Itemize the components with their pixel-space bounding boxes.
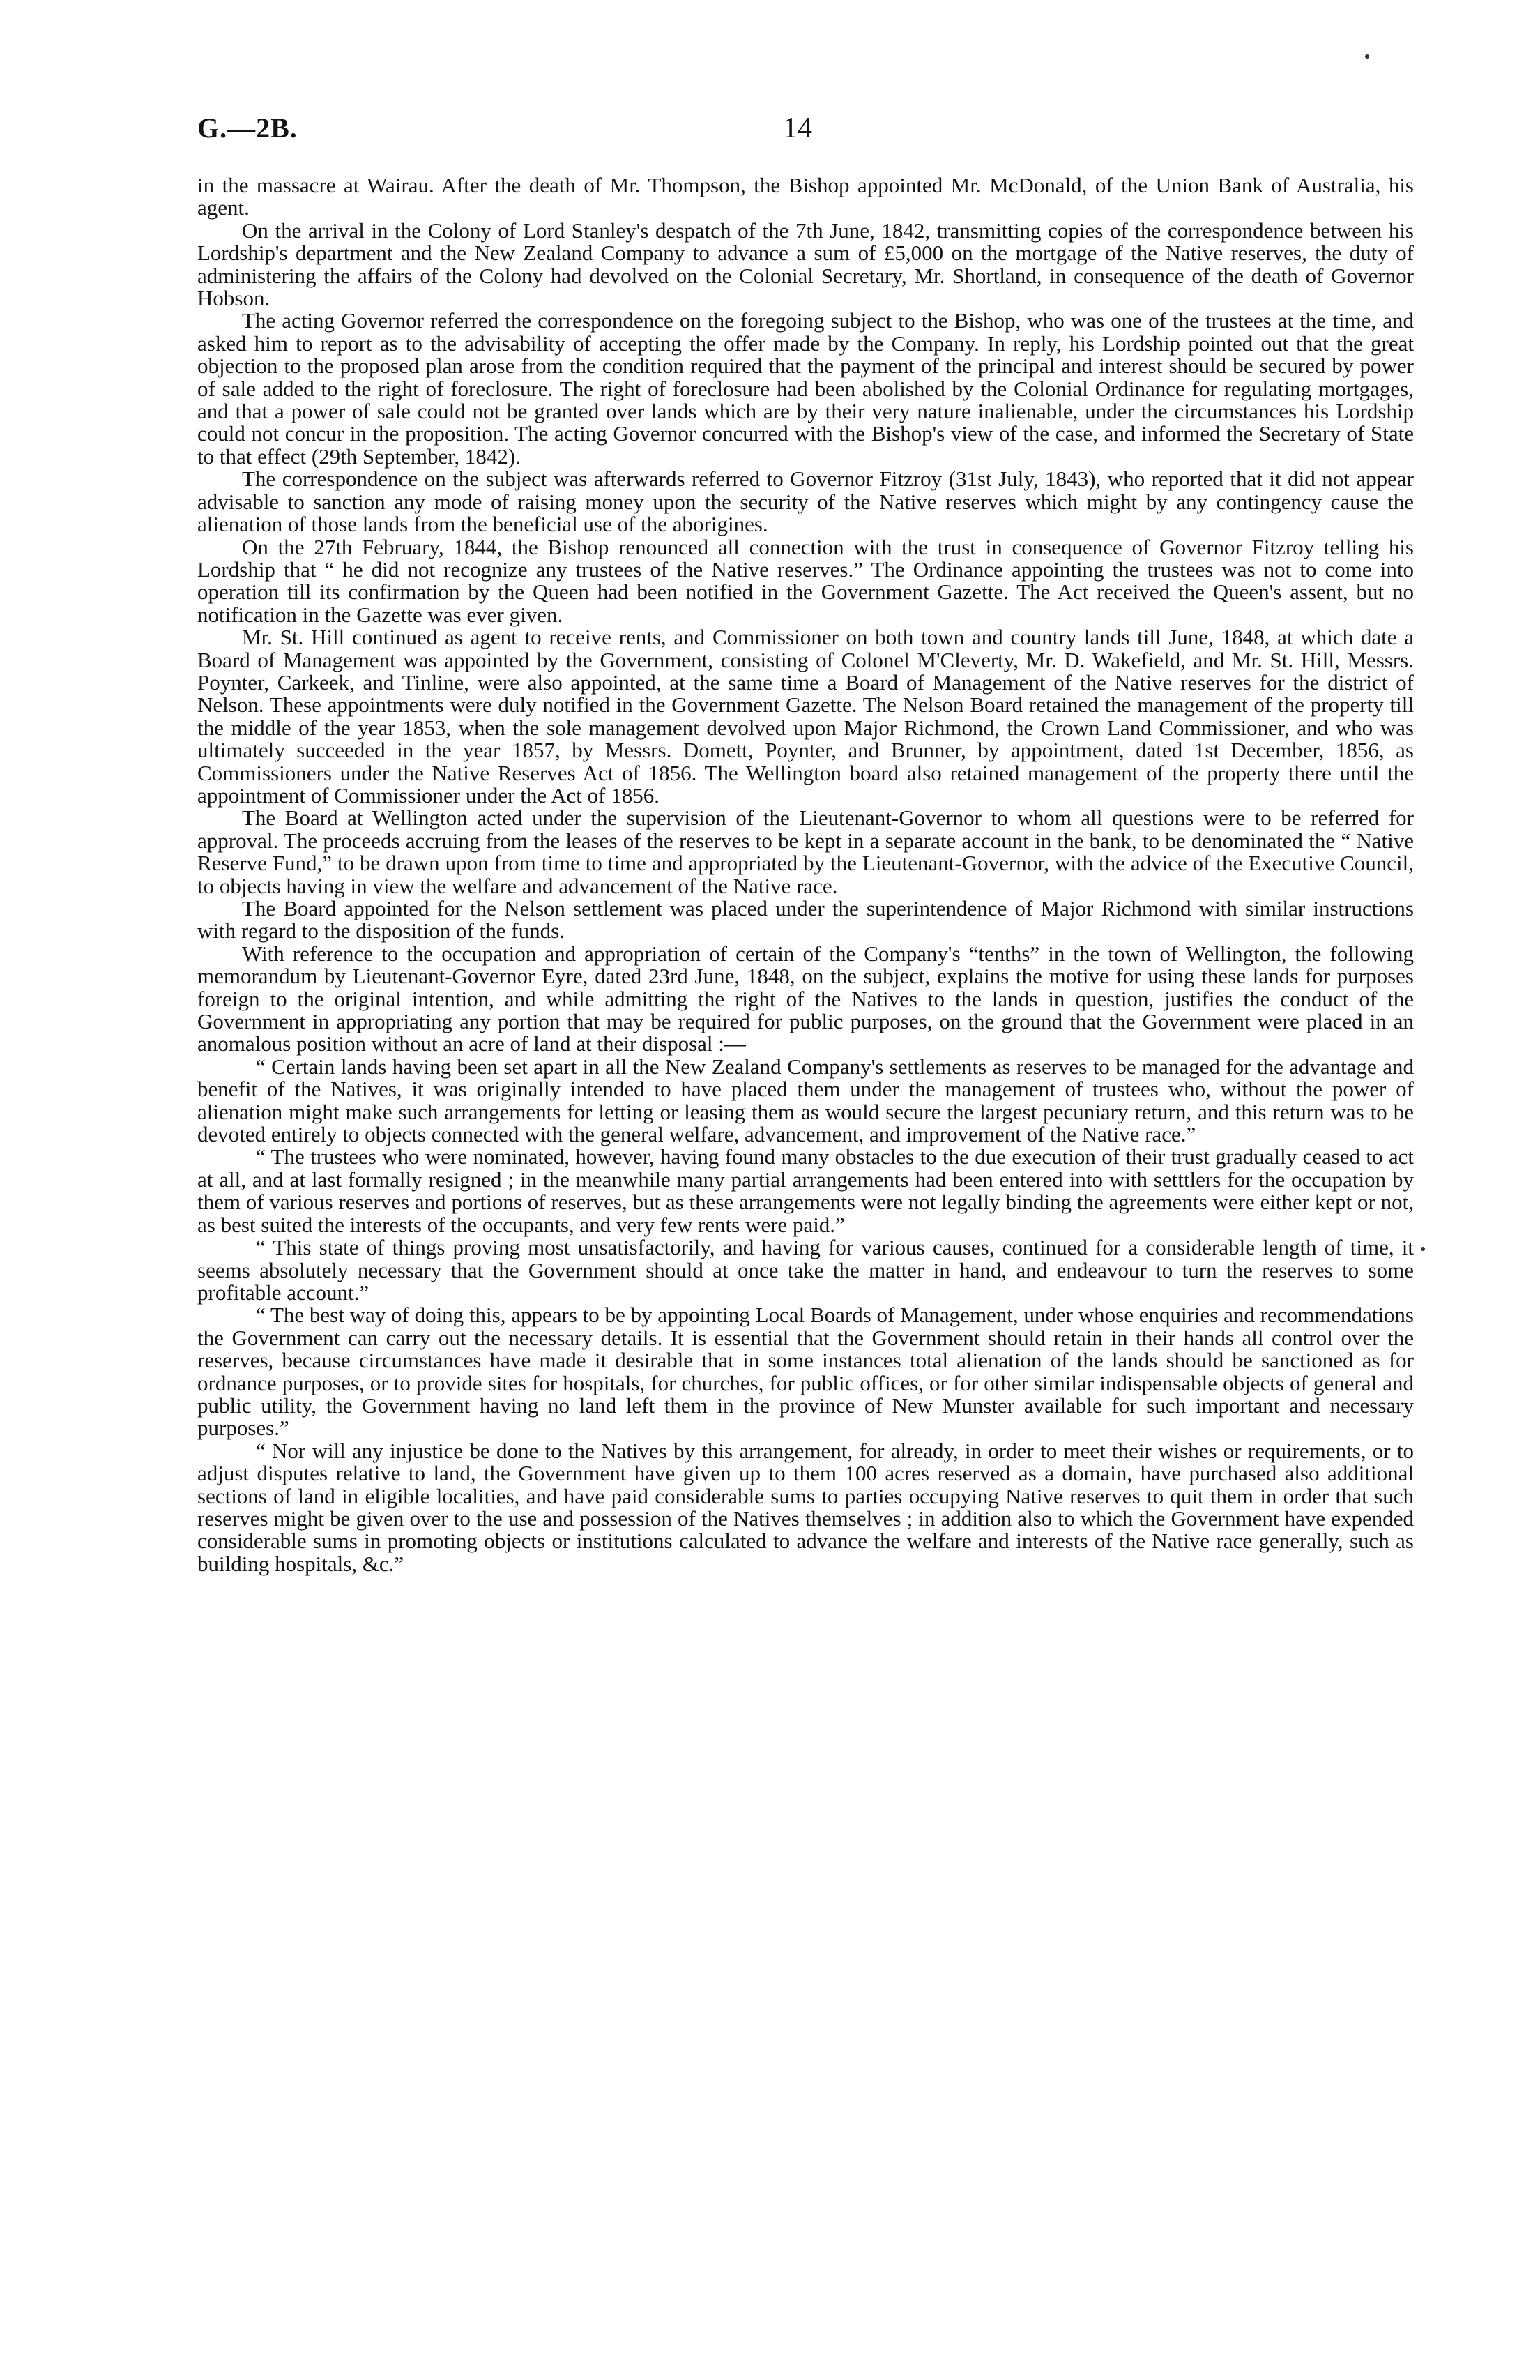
page-header [197,112,1414,153]
quoted-paragraph: “ This state of things proving most unsatisfactorily, and having for various causes, continued for a considerable length of time, it seems absolutely necessary that the Government should at once take the matter in hand, and endeavour to turn the reserves to some profitable account.” [197,1235,1414,1305]
paragraph: The Board appointed for the Nelson settlement was placed under the superintendence of Major Richmond with similar instructions with regard to the disposition of the funds. [197,896,1414,943]
paragraph: The acting Governor referred the correspondence on the foregoing subject to the Bishop, who was one of the trustees at the time, and asked him to report as to the advisability of accepting the offer made by the Company. In reply, his Lordship pointed out that the great objection to the proposed plan arose from the condition required that the payment of the principal and interest should be secured by power of sale added to the right of foreclosure. The right of foreclosure had been abolished by the Colonial Ordinance for regulating mortgages, and that a power of sale could not be granted over lands which are by their very nature inalienable, under the circumstances his Lordship could not concur in the proposition. The acting Governor concurred with the Bishop's view of the case, and informed the Secretary of State to that effect (29th September, 1842). [197,308,1414,469]
document-reference: G.—2B. [197,112,298,144]
body-text [197,174,1414,1575]
quoted-paragraph: “ Nor will any injustice be done to the Natives by this arrangement, for already, in order to meet their wishes or requirements, or to adjust disputes relative to land, the Government have given up to them 100 acres reserved as a domain, have purchased also additional sections of land in eligible localities, and have paid considerable sums to parties occupying Native reserves to quit them in order that such reserves might be given over to the use and possession of the Natives themselves ; in addition also to which the Government have expended considerable sums in promoting objects or institutions calculated to advance the welfare and interests of the Native race generally, such as building hospitals, &c.” [197,1438,1414,1576]
paragraph: On the arrival in the Colony of Lord Stanley's despatch of the 7th June, 1842, transmitting copies of the correspondence between his Lordship's department and the New Zealand Company to advance a sum of £5,000 on the mortgage of the Native reserves, the duty of administering the affairs of the Colony had devolved on the Colonial Secretary, Mr. Shortland, in consequence of the death of Governor Hobson. [197,218,1414,311]
paragraph: Mr. St. Hill continued as agent to receive rents, and Commissioner on both town and country lands till June, 1848, at which date a Board of Management was appointed by the Government, consisting of Colonel M'Cleverty, Mr. D. Wakefield, and Mr. St. Hill, Messrs. Poynter, Carkeek, and Tinline, were also appointed, at the same time a Board of Management of the Native reserves for the district of Nelson. These appointments were duly notified in the Government Gazette. The Nelson Board retained the management of the property till the middle of the year 1853, when the sole management devolved upon Major Richmond, the Crown Land Commissioner, and who was ultimately succeeded in the year 1857, by Messrs. Domett, Poynter, and Brunner, by appointment, dated 1st December, 1856, as Commissioners under the Native Reserves Act of 1856. The Wellington board also retained management of the property there until the appointment of Commissioner under the Act of 1856. [197,625,1414,808]
quoted-paragraph: “ The best way of doing this, appears to be by appointing Local Boards of Management, under whose enquiries and recommendations the Government can carry out the necessary details. It is essential that the Government should retain in their hands all control over the reserves, because circumstances have made it desirable that in some instances total alienation of the lands should be sanctioned as for ordnance purposes, or to provide sites for hospitals, for churches, for public offices, or for other similar indispensable objects of general and public utility, the Government having no land left them in the province of New Munster available for such important and necessary purposes.” [197,1303,1414,1441]
paragraph: in the massacre at Wairau. After the death of Mr. Thompson, the Bishop appointed Mr. McDonald, of the Union Bank of Australia, his agent. [197,173,1414,220]
paragraph: The Board at Wellington acted under the supervision of the Lieutenant-Governor to whom all questions were to be referred for approval. The proceeds accruing from the leases of the reserves to be kept in a separate account in the bank, to be denominated the “ Native Reserve Fund,” to be drawn upon from time to time and appropriated by the Lieutenant-Governor, with the advice of the Executive Council, to objects having in view the welfare and advancement of the Native race. [197,805,1414,898]
paragraph: With reference to the occupation and appropriation of certain of the Company's “tenths” in the town of Wellington, the following memorandum by Lieutenant-Governor Eyre, dated 23rd June, 1848, on the subject, explains the motive for using these lands for purposes foreign to the original intention, and while admitting the right of the Natives to the lands in question, justifies the conduct of the Government in appropriating any portion that may be required for public purposes, on the ground that the Government were placed in an anomalous position without an acre of land at their disposal :— [197,941,1414,1056]
quoted-paragraph: “ Certain lands having been set apart in all the New Zealand Company's settlements as reserves to be managed for the advantage and benefit of the Natives, it was originally intended to have placed them under the management of trustees who, without the power of alienation might make such arrangements for letting or leasing them as would secure the largest pecuniary return, and this return was to be devoted entirely to objects connected with the general welfare, advancement, and improvement of the Native race.” [197,1054,1414,1147]
quoted-paragraph: “ The trustees who were nominated, however, having found many obstacles to the due execution of their trust gradually ceased to act at all, and at last formally resigned ; in the meanwhile many partial arrangements had been entered into with setttlers for the occupation by them of various reserves and portions of reserves, but as these arrangements were not legally binding the agreements were either kept or not, as best suited the interests of the occupants, and very few rents were paid.” [197,1144,1414,1237]
paragraph: On the 27th February, 1844, the Bishop renounced all connection with the trust in consequence of Governor Fitzroy telling his Lordship that “ he did not recognize any trustees of the Native reserves.” The Ordinance appointing the trustees was not to come into operation till its confirmation by the Queen had been notified in the Government Gazette. The Act received the Queen's assent, but no notification in the Gazette was ever given. [197,534,1414,627]
stray-dot-mark [1365,54,1369,59]
stray-dot-mark [1421,1247,1425,1251]
paragraph: The correspondence on the subject was afterwards referred to Governor Fitzroy (31st July, 1843), who reported that it did not appear advisable to sanction any mode of raising money upon the security of the Native reserves which might by any contingency cause the alienation of those lands from the beneficial use of the aborigines. [197,467,1414,537]
page-number: 14 [783,112,812,144]
